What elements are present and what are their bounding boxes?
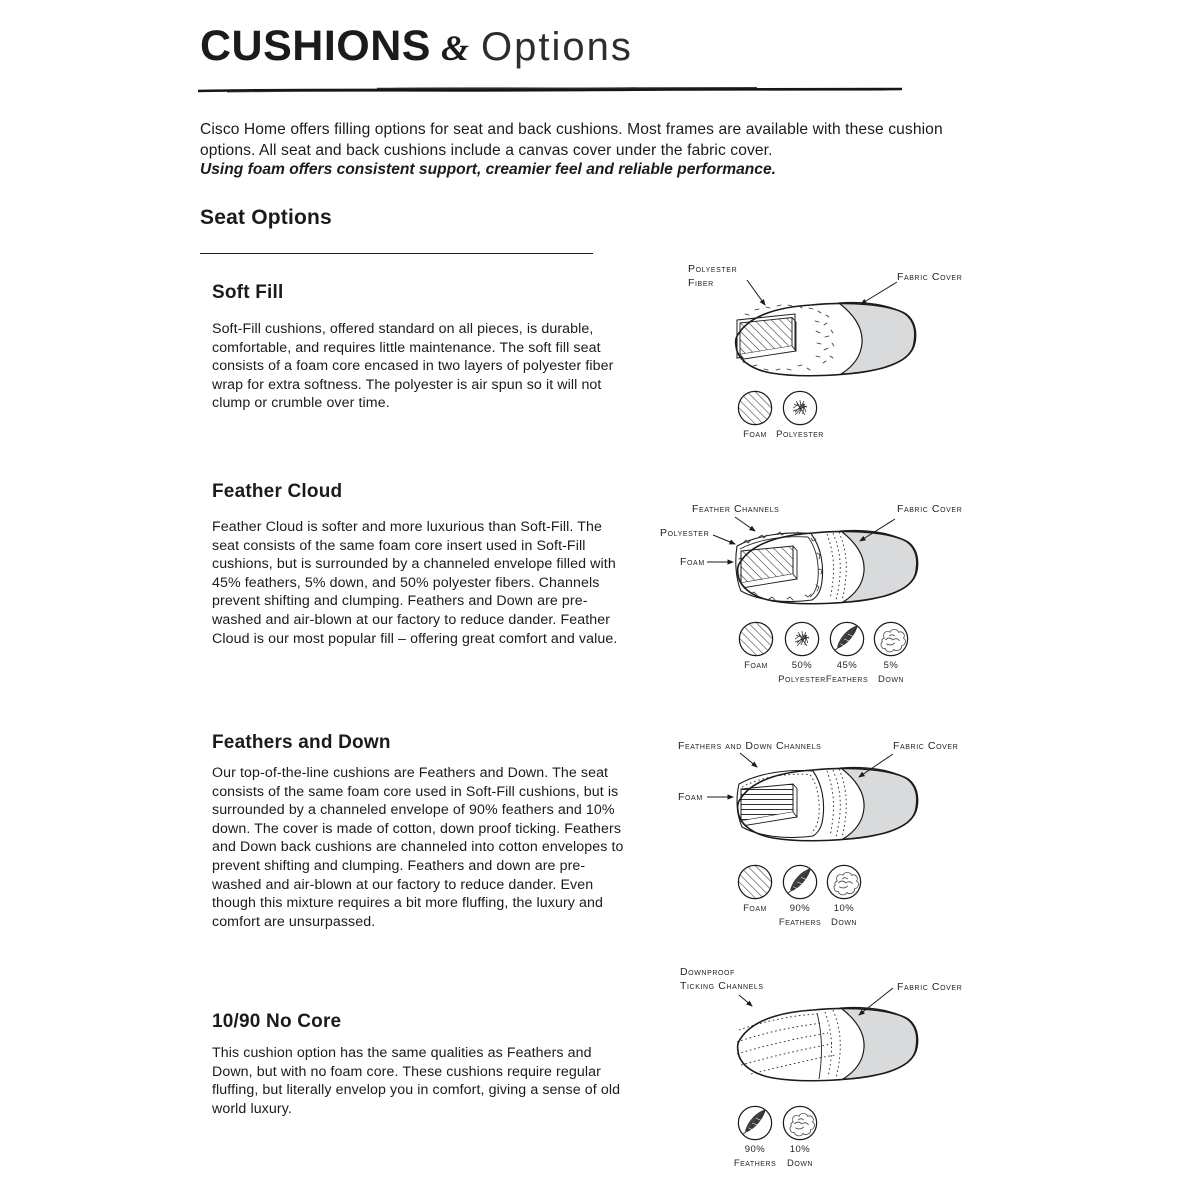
legend-item-polyester bbox=[764, 389, 836, 442]
legend-item-10-down bbox=[808, 863, 880, 929]
legend-item-10-down bbox=[764, 1104, 836, 1170]
seat-options-divider bbox=[200, 253, 593, 254]
figure-soft-fill bbox=[655, 258, 995, 453]
section-body-soft-fill: Soft-Fill cushions, offered standard on all pieces, is durable, comfortable, and requires little maintenance. The soft fill seat consists of a foam core encased in two layers of polyester fiber wrap for extra softness. The polyester is air spun so it will not clump or crumble over time. bbox=[212, 321, 614, 412]
legend-label: Down bbox=[831, 917, 857, 928]
legend-item-5-down bbox=[855, 620, 927, 686]
intro-paragraph: Cisco Home offers filling options for seat and back cushions. Most frames are available with these cushion options. All seat and back cushions include a canvas cover under the fabric cover. bbox=[200, 121, 943, 159]
legend-label: Foam bbox=[743, 903, 767, 914]
intro-emphasis: Using foam offers consistent support, creamier feel and reliable performance. bbox=[200, 161, 776, 178]
legend-label: Foam bbox=[743, 429, 767, 440]
figure-feathers-and-down bbox=[655, 735, 995, 945]
section-title-feathers-and-down: Feathers and Down bbox=[212, 732, 391, 753]
callout-foam: Foam bbox=[680, 556, 705, 568]
page-title-sub: Options bbox=[480, 25, 633, 69]
legend-label: 90% bbox=[744, 1144, 766, 1155]
callout-feathers-and-down-channels: Feathers and Down Channels bbox=[678, 740, 822, 752]
legend-label: 10% bbox=[789, 1144, 811, 1155]
polyester-swatch-icon bbox=[781, 389, 819, 427]
legend-label: 90% bbox=[789, 903, 811, 914]
figure-10-90-no-core bbox=[655, 960, 995, 1180]
section-body-feathers-and-down: Our top-of-the-line cushions are Feathers and Down. The seat consists of the same foam core used in Soft-Fill cushions, but is surrounded by a channeled envelope of 90% feathers and 10% down. The cover is made of cotton, down proof ticking. Feathers and Down back cushions are channeled into cotton envelopes to prevent shifting and clumping. Feathers and down are pre-washed and air-blown at our factory to reduce dander. Even though this mixture requires a bit more fluffing, the luxury and comfort are unsurpassed. bbox=[212, 765, 624, 930]
callout-foam: Foam bbox=[678, 791, 703, 803]
legend-label: Polyester bbox=[778, 674, 826, 685]
callout-fabric-cover: Fabric Cover bbox=[897, 503, 963, 515]
callout-fabric-cover: Fabric Cover bbox=[897, 271, 963, 283]
legend-label: 50% bbox=[791, 660, 813, 671]
legend-label: Feathers bbox=[733, 1158, 777, 1169]
legend-label: Polyester bbox=[776, 429, 824, 440]
section-body-feather-cloud: Feather Cloud is softer and more luxurious than Soft-Fill. The seat consists of the same foam core insert used in Soft-Fill cushions, but is surrounded by a channeled envelope filled with 45% feathers, 5% down, and 50% polyester fibers. Channels prevent shifting and clumping. Feathers and Down are pre-washed and air-blown at our factory to reduce dander. Feather Cloud is our most popular fill – offering great comfort and value. bbox=[212, 519, 618, 647]
callout-polyester: Polyester bbox=[660, 527, 710, 539]
legend-label: Feathers bbox=[825, 674, 869, 685]
legend-label: Feathers bbox=[778, 917, 822, 928]
section-title-feather-cloud: Feather Cloud bbox=[212, 481, 343, 502]
section-body-10-90-no-core: This cushion option has the same qualities as Feathers and Down, but with no foam core. These cushions require regular fluffing, but literally envelop you in comfort, giving a sense of old world luxury. bbox=[212, 1045, 621, 1117]
seat-options-heading: Seat Options bbox=[200, 206, 332, 229]
callout-feather-channels: Feather Channels bbox=[692, 503, 780, 515]
down-swatch-icon bbox=[781, 1104, 819, 1142]
legend-label: 10% bbox=[833, 903, 855, 914]
down-swatch-icon bbox=[872, 620, 910, 658]
brush-divider bbox=[197, 84, 903, 96]
callout-fabric-cover: Fabric Cover bbox=[893, 740, 959, 752]
title-ampersand: & bbox=[440, 28, 469, 68]
callout-polyester-fiber-line2: Fiber bbox=[688, 277, 714, 289]
callout-downproof-line1: Downproof bbox=[680, 966, 735, 978]
section-title-soft-fill: Soft Fill bbox=[212, 282, 284, 303]
legend-label: 5% bbox=[883, 660, 899, 671]
page-title bbox=[200, 22, 633, 71]
callout-polyester-fiber-line1: Polyester bbox=[688, 263, 738, 275]
page-title-main: CUSHIONS bbox=[200, 22, 431, 70]
legend-label: 45% bbox=[836, 660, 858, 671]
down-swatch-icon bbox=[825, 863, 863, 901]
callout-downproof-line2: Ticking Channels bbox=[680, 980, 764, 992]
section-title-10-90-no-core: 10/90 No Core bbox=[212, 1011, 342, 1032]
legend-label: Down bbox=[878, 674, 904, 685]
legend-label: Foam bbox=[744, 660, 768, 671]
figure-feather-cloud bbox=[655, 498, 995, 703]
callout-fabric-cover: Fabric Cover bbox=[897, 981, 963, 993]
legend-label: Down bbox=[787, 1158, 813, 1169]
